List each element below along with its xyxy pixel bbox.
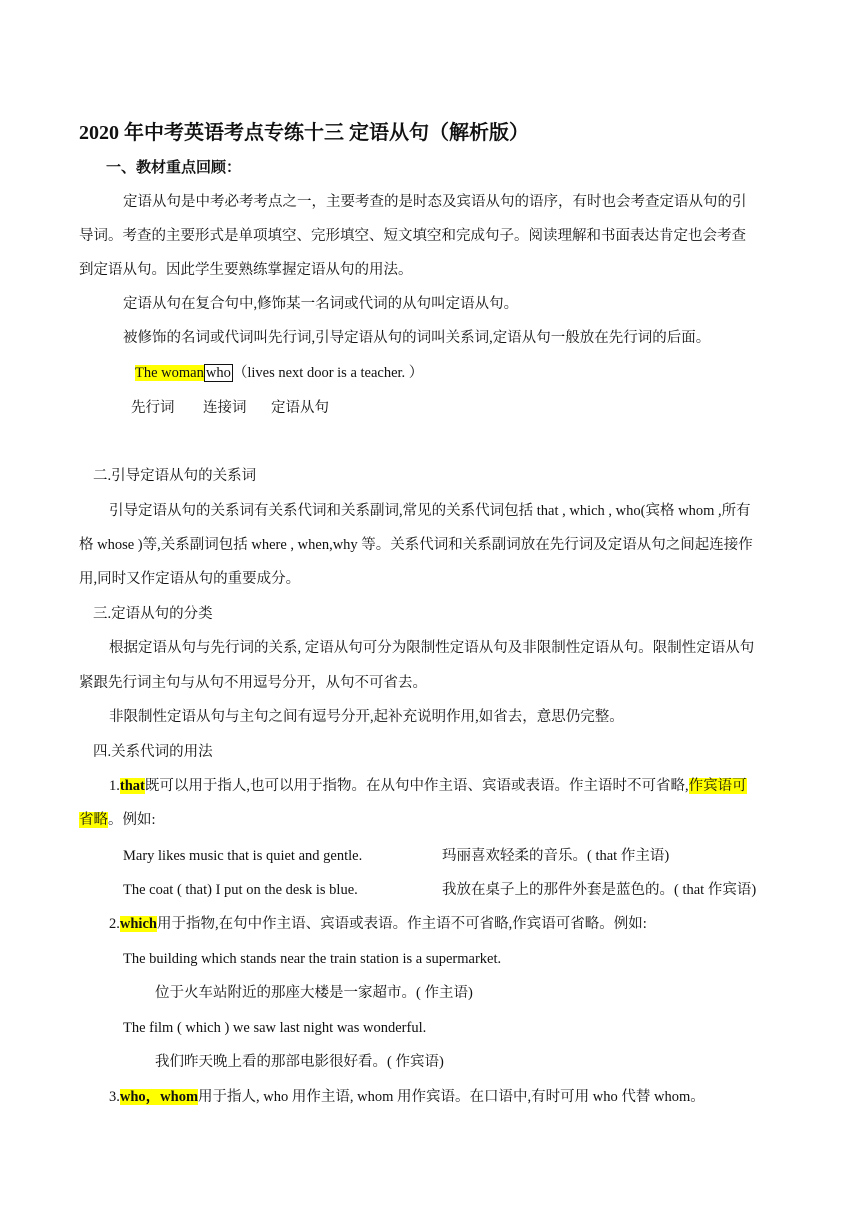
item-text: 既可以用于指人,也可以用于指物。在从句中作主语、宾语或表语。作主语时不可省略, xyxy=(144,778,689,794)
example-chinese: 我放在桌子上的那件外套是蓝色的。( that 作宾语) xyxy=(442,882,757,898)
paragraph-line: 到定语从句。因此学生要熟练掌握定语从句的用法。 xyxy=(79,262,413,278)
item-number: 1. xyxy=(109,778,120,794)
example-label-clause: 定语从句 xyxy=(271,400,329,416)
list-item-that-cont xyxy=(79,810,156,830)
paragraph-line: 被修饰的名词或代词叫先行词,引导定语从句的词叫关系词,定语从句一般放在先行词的后面。 xyxy=(123,330,711,346)
item-number: 3. xyxy=(109,1089,120,1105)
clause-text: （lives next door is a teacher. ） xyxy=(232,365,424,381)
example-chinese: 位于火车站附近的那座大楼是一家超市。( 作主语) xyxy=(155,985,473,1001)
antecedent-highlight: The woman xyxy=(135,365,204,381)
section-heading-pronouns: 四.关系代词的用法 xyxy=(93,744,213,760)
text-highlight: 作宾语可 xyxy=(688,778,747,794)
paragraph-line: 用,同时又作定语从句的重要成分。 xyxy=(79,571,301,587)
item-number: 2. xyxy=(109,916,120,932)
section-heading-classification: 三.定语从句的分类 xyxy=(93,606,213,622)
paragraph-line: 根据定语从句与先行词的关系, 定语从句可分为限制性定语从句及非限制性定语从句。限制性定语从句 xyxy=(109,640,755,656)
paragraph-line: 定语从句在复合句中,修饰某一名词或代词的从句叫定语从句。 xyxy=(123,296,519,312)
example-english: The building which stands near the train station is a supermarket. xyxy=(123,951,502,967)
paragraph-line: 非限制性定语从句与主句之间有逗号分开,起补充说明作用,如省去，意思仍完整。 xyxy=(109,709,624,725)
section-heading-relatives: 二.引导定语从句的关系词 xyxy=(93,468,257,484)
list-item-which xyxy=(109,914,647,934)
example-chinese: 我们昨天晚上看的那部电影很好看。( 作宾语) xyxy=(155,1054,444,1070)
text-highlight: 省略 xyxy=(79,812,108,828)
keyword-highlight: that xyxy=(119,778,145,794)
example-sentence xyxy=(135,363,423,383)
keyword-highlight: who，whom xyxy=(119,1089,199,1105)
item-text: 用于指物,在句中作主语、宾语或表语。作主语不可省略,作宾语可省略。例如: xyxy=(156,916,647,932)
paragraph-line: 导词。考查的主要形式是单项填空、完形填空、短文填空和完成句子。阅读理解和书面表达肯定也会考查 xyxy=(79,228,746,244)
keyword-highlight: which xyxy=(119,916,157,932)
example-english: The coat ( that) I put on the desk is blue. xyxy=(123,882,358,898)
list-item-that xyxy=(109,776,747,796)
paragraph-line: 格 whose )等,关系副词包括 where , when,why 等。关系代词和关系副词放在先行词及定语从句之间起连接作 xyxy=(79,537,753,553)
example-english: Mary likes music that is quiet and gentle. xyxy=(123,848,363,864)
example-english: The film ( which ) we saw last night was wonderful. xyxy=(123,1020,427,1036)
item-text: 用于指人, who 用作主语, whom 用作宾语。在口语中,有时可用 who 代替 whom。 xyxy=(198,1089,705,1105)
list-item-who-whom xyxy=(109,1087,705,1107)
section-heading-review: 一、教材重点回顾： xyxy=(106,160,242,176)
example-label-connector: 连接词 xyxy=(203,400,247,416)
paragraph-line: 定语从句是中考必考考点之一，主要考查的是时态及宾语从句的语序，有时也会考查定语从句的引 xyxy=(123,194,747,210)
item-text: 。例如: xyxy=(108,812,156,828)
relative-word-box: who xyxy=(205,365,231,381)
paragraph-line: 紧跟先行词主句与从句不用逗号分开，从句不可省去。 xyxy=(79,675,427,691)
paragraph-line: 引导定语从句的关系词有关系代词和关系副词,常见的关系代词包括 that , which , who(宾格 whom ,所有 xyxy=(109,503,751,519)
example-label-antecedent: 先行词 xyxy=(131,400,175,416)
page-title: 2020 年中考英语考点专练十三 定语从句（解析版） xyxy=(79,122,529,144)
example-chinese: 玛丽喜欢轻柔的音乐。( that 作主语) xyxy=(442,848,670,864)
